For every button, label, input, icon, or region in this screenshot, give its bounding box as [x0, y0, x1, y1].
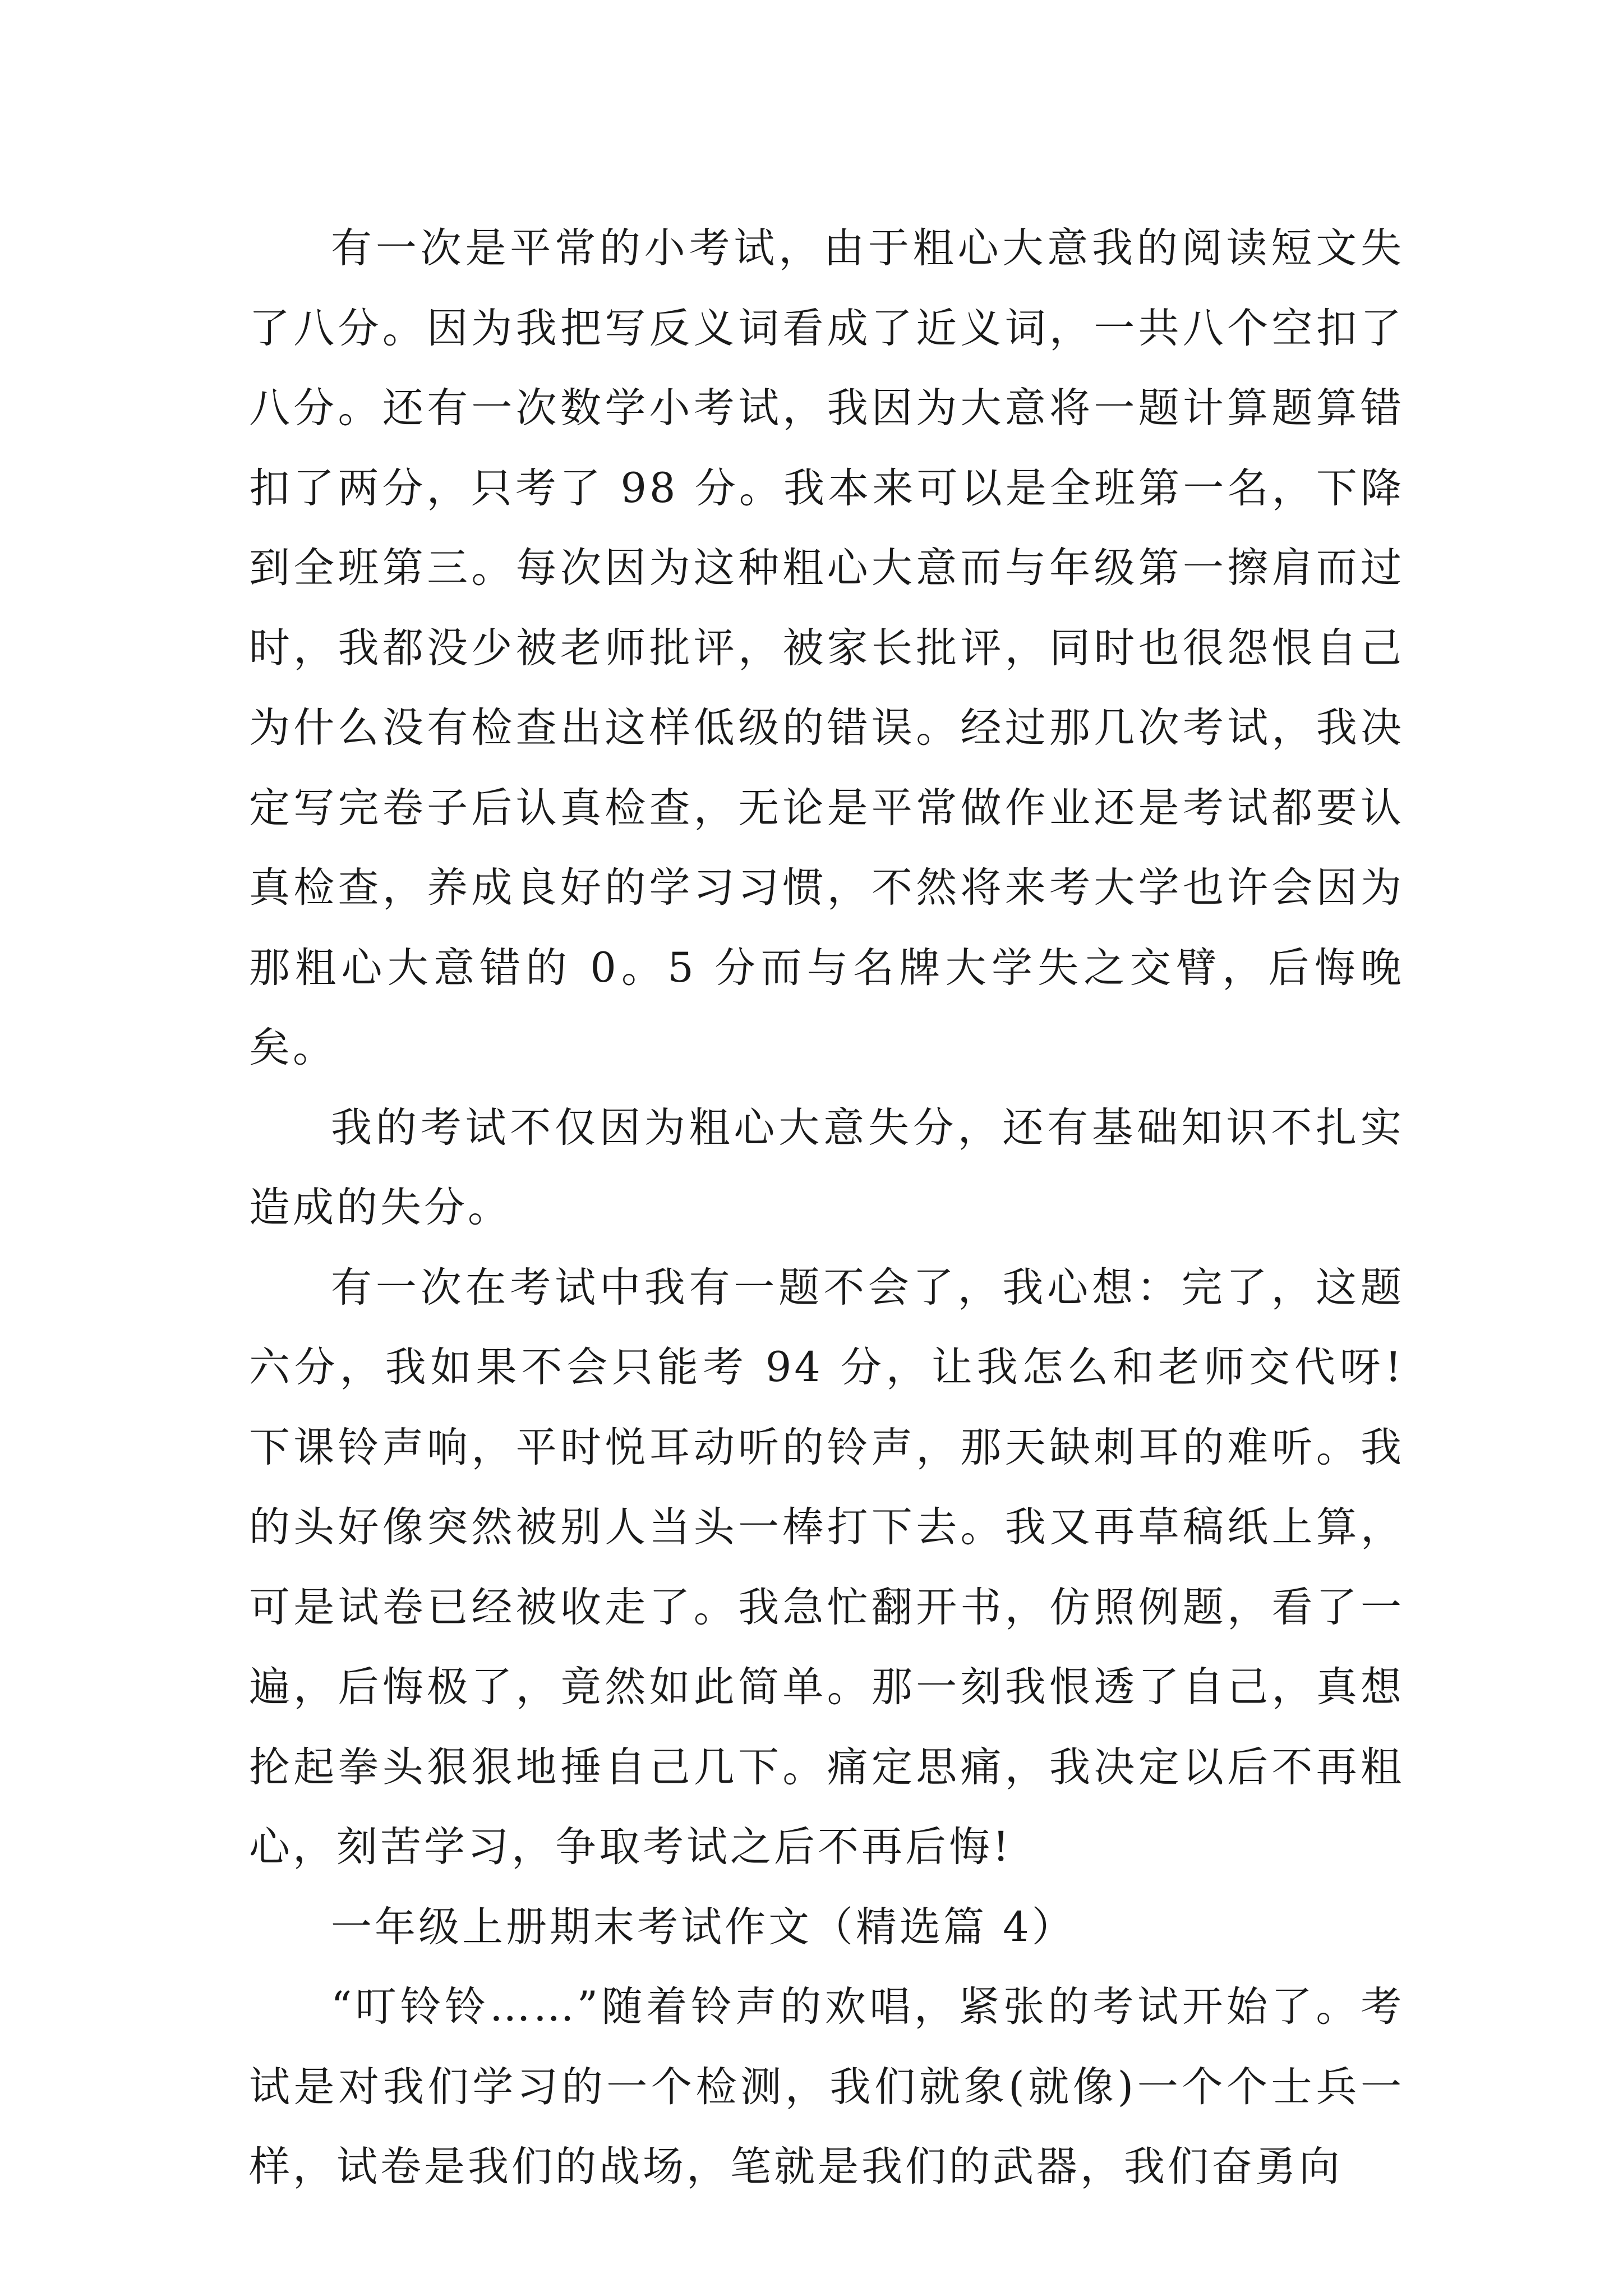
section-heading: 一年级上册期末考试作文（精选篇 4）: [331, 1903, 1076, 1951]
paragraph-exam-regret: 有一次在考试中我有一题不会了，我心想：完了，这题六分，我如果不会只能考 94 分，让我怎么和老师交代呀!下课铃声响，平时悦耳动听的铃声，那天缺刺耳的难听。我的头好像突然被别人当头一棒打下去。我又再草稿纸上算，可是试卷已经被收走了。我急忙翻开书，仿照例题，看了一遍，后悔极了，竟然如此简单。那一刻我恨透了自己，真想抡起拳头狠狠地捶自己几下。痛定思痛，我决定以后不再粗心，刻苦学习，争取考试之后不再后悔!: [249, 1263, 1404, 1871]
paragraph-exam-start: “叮铃铃……”随着铃声的欢唱，紧张的考试开始了。考试是对我们学习的一个检测，我们就象(就像)一个个士兵一样，试卷是我们的战场，笔就是我们的武器，我们奋勇向: [249, 1983, 1404, 2191]
paragraph-weak-foundation: 我的考试不仅因为粗心大意失分，还有基础知识不扎实造成的失分。: [249, 1103, 1404, 1231]
document-body: [249, 209, 1404, 2207]
paragraph-careless-mistakes: 有一次是平常的小考试，由于粗心大意我的阅读短文失了八分。因为我把写反义词看成了近义词，一共八个空扣了八分。还有一次数学小考试，我因为大意将一题计算题算错扣了两分，只考了 98 分。我本来可以是全班第一名，下降到全班第三。每次因为这种粗心大意而与年级第一擦肩而过时，我都没少被老师批评，被家长批评，同时也很怨恨自己为什么没有检查出这样低级的错误。经过那几次考试，我决定写完卷子后认真检查，无论是平常做作业还是考试都要认真检查，养成良好的学习习惯，不然将来考大学也许会因为那粗心大意错的 0。5 分而与名牌大学失之交臂，后悔晚矣。: [249, 224, 1404, 1071]
